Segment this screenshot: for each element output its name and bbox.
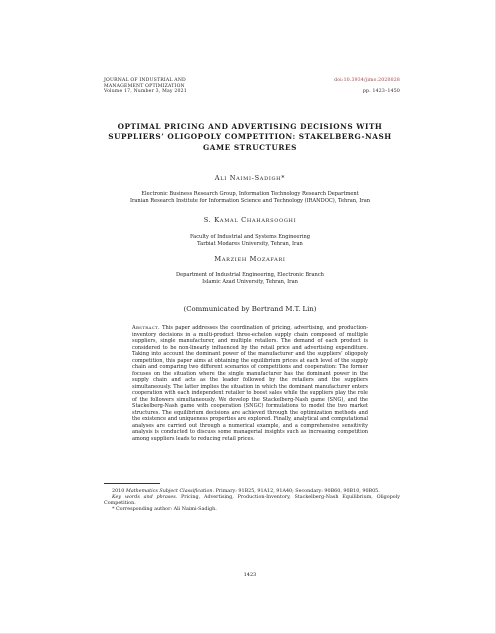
title-line-3: GAME STRUCTURES <box>203 142 297 152</box>
title-line-2: SUPPLIERS’ OLIGOPOLY COMPETITION: STAKELBERG-NASH <box>108 132 392 142</box>
affiliation-line: Electronic Business Research Group, Information Technology Research Department <box>141 191 359 197</box>
doi-link[interactable]: doi:10.3934/jimo.2020028 <box>334 78 400 83</box>
journal-name-line1: JOURNAL OF INDUSTRIAL AND <box>104 78 186 83</box>
affiliation-line: Faculty of Industrial and Systems Engineering <box>189 234 311 240</box>
title-line-1: OPTIMAL PRICING AND ADVERTISING DECISIONS WITH <box>117 122 383 131</box>
keywords-text: Pricing, Advertising, Production-Inventory, Stackelberg-Nash Equilibrium, Oligopoly Competition. <box>104 494 400 507</box>
author-name: Ali Naimi-Sadigh* <box>214 174 286 182</box>
abstract-label: Abstract. <box>132 325 160 331</box>
msc-year: 2010 <box>112 488 126 494</box>
abstract-text: This paper addresses the coordination of pricing, advertising, and production-inventory decisions in a multi-product three-echelon supply chain composed of multiple suppliers, single manufacturer, and multiple retailers. The demand of each product is considered to be non-linearly influenced by the retail price and advertising expenditure. Taking into account the dominant power of the manufacturer and the suppliers’ oligopoly competition, this paper aims at obtaining the equilibrium prices at each level of the supply chain and comparing two different scenarios of competitions and cooperation: The former focuses on the situation where the single manufacturer has the dominant power in the supply chain and acts as the leader followed by the retailers and the suppliers simultaneously. The latter implies the situation in which the dominant manufacturer enters cooperation with each independent retailer to boost sales while the suppliers play the role of the followers simultaneously. We develop the Stackelberg-Nash game (SNG), and the Stackelberg-Nash game with cooperation (SNGC) formulations to model the two market structures. The equilibrium decisions are achieved through the optimization methods and the existence and uniqueness properties are explored. Finally, analytical and computational analyses are carried out through a numerical example, and a comprehensive sensitivity analysis is conducted to discuss some managerial insights such as increasing competition among suppliers leads to reducing retail prices. <box>132 325 368 442</box>
paper-title <box>96 122 404 153</box>
abstract <box>132 325 368 442</box>
affiliation-line: Tarbiat Modares University, Tehran, Iran <box>197 240 303 247</box>
page-range: pp. 1423–1450 <box>362 89 400 95</box>
author-affiliation <box>96 272 404 285</box>
page-number: 1423 <box>243 572 257 578</box>
author-affiliation <box>96 234 404 247</box>
journal-doi-block <box>260 78 400 95</box>
footnotes <box>104 488 400 512</box>
msc-codes: Primary: 91B25, 91A12, 91A40; Secondary: 90B60, 90B10, 90B05. <box>214 488 380 494</box>
affiliation-line: Iranian Research Institute for Information Science and Technology (IRANDOC), Tehran, Iran <box>129 197 371 204</box>
journal-name-line2: MANAGEMENT OPTIMIZATION <box>104 83 185 89</box>
affiliation-line: Department of Industrial Engineering, Electronic Branch <box>176 272 324 278</box>
affiliation-line: Islamic Azad University, Tehran, Iran <box>202 278 298 285</box>
corresponding-author-footnote: * Corresponding author: Ali Naimi-Sadigh. <box>112 506 217 513</box>
keywords-label: Key words and phrases. <box>112 494 178 501</box>
msc-label: Mathematics Subject Classification. <box>125 488 215 494</box>
author-name: S. Kamal Chaharsooghi <box>203 216 297 224</box>
communicated-by: (Communicated by Bertrand M.T. Lin) <box>183 305 317 313</box>
footnote-rule <box>104 483 160 484</box>
keywords-footnote <box>104 494 400 506</box>
author-affiliation <box>96 191 404 204</box>
journal-info <box>104 78 264 95</box>
author-name: Marzieh Mozafari <box>214 255 286 263</box>
journal-volume: Volume 17, Number 3, May 2021 <box>104 89 187 95</box>
